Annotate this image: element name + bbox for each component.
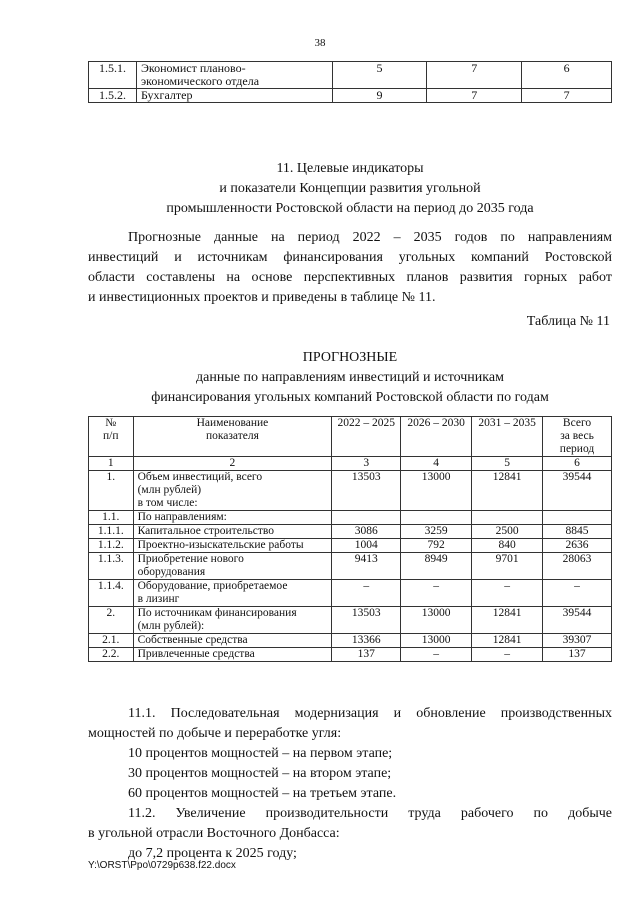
- row-name: Проектно-изыскательские работы: [133, 539, 332, 553]
- row-value: [543, 511, 612, 525]
- header-period: 2031 – 2035: [472, 417, 543, 457]
- row-value: 39544: [543, 607, 612, 634]
- row-value: –: [401, 648, 472, 662]
- table-row: [89, 511, 612, 525]
- row-name: Приобретение нового оборудования: [133, 553, 332, 580]
- row-value: –: [401, 580, 472, 607]
- row-num: 1.1.2.: [89, 539, 134, 553]
- index-cell: 6: [543, 457, 612, 471]
- index-cell: 3: [332, 457, 401, 471]
- row-value: 13000: [401, 471, 472, 511]
- row-value: 13000: [401, 634, 472, 648]
- file-path-footer: Y:\ORST\Ppo\0729p638.f22.docx: [88, 860, 236, 871]
- table-row: [89, 471, 612, 511]
- row-value: 9: [332, 89, 427, 103]
- row-name: По источникам финансирования (млн рублей):: [133, 607, 332, 634]
- header-num: № п/п: [89, 417, 134, 457]
- table-row: [89, 634, 612, 648]
- row-value: 8845: [543, 525, 612, 539]
- table-row: [89, 525, 612, 539]
- row-value: –: [332, 580, 401, 607]
- row-name: Привлеченные средства: [133, 648, 332, 662]
- row-value: 7: [427, 62, 522, 89]
- table-index-row: [89, 457, 612, 471]
- header-total: Всего за весь период: [543, 417, 612, 457]
- row-value: 13503: [332, 471, 401, 511]
- row-value: 840: [472, 539, 543, 553]
- indicator-paragraph: 11.2. Увеличение производительности труда рабочего по добыче: [128, 806, 612, 821]
- row-num: 2.1.: [89, 634, 134, 648]
- indicator-paragraph-cont: в угольной отрасли Восточного Донбасса:: [88, 826, 340, 841]
- row-value: 13366: [332, 634, 401, 648]
- row-value: –: [472, 580, 543, 607]
- indicator-paragraph: 11.1. Последовательная модернизация и обновление производственных: [128, 706, 612, 721]
- row-value: 9701: [472, 553, 543, 580]
- row-value: 28063: [543, 553, 612, 580]
- row-value: 9413: [332, 553, 401, 580]
- row-value: –: [543, 580, 612, 607]
- table-row: [89, 580, 612, 607]
- index-cell: 1: [89, 457, 134, 471]
- table-row: [89, 62, 612, 89]
- table-header-row: [89, 417, 612, 457]
- row-num: 2.: [89, 607, 134, 634]
- row-name: Собственные средства: [133, 634, 332, 648]
- row-num: 1.1.4.: [89, 580, 134, 607]
- row-value: –: [472, 648, 543, 662]
- header-period: 2026 – 2030: [401, 417, 472, 457]
- row-value: 2500: [472, 525, 543, 539]
- table-row: [89, 89, 612, 103]
- row-value: 7: [522, 89, 612, 103]
- indicator-item: 60 процентов мощностей – на третьем этапе.: [128, 786, 397, 801]
- table-title: ПРОГНОЗНЫЕ данные по направлениям инвестиций и источникам финансирования угольных компаний Ростовской области по годам: [151, 350, 549, 405]
- header-period: 2022 – 2025: [332, 417, 401, 457]
- row-num: 1.1.3.: [89, 553, 134, 580]
- section-paragraph: Прогнозные данные на период 2022 – 2035 годов по направлениям инвестиций и источникам финансирования угольных компаний Ростовской области составлены на основе перспективных планов развития горных работ и инвестиционных проектов и приведены в таблице № 11.: [88, 230, 612, 305]
- row-value: 12841: [472, 634, 543, 648]
- indicator-item: 10 процентов мощностей – на первом этапе;: [128, 746, 393, 761]
- row-value: 8949: [401, 553, 472, 580]
- row-name: Бухгалтер: [136, 89, 332, 103]
- table-row: [89, 539, 612, 553]
- header-name: Наименование показателя: [133, 417, 332, 457]
- index-cell: 5: [472, 457, 543, 471]
- row-name: Экономист планово- экономического отдела: [136, 62, 332, 89]
- indicator-paragraph-cont: мощностей по добыче и переработке угля:: [88, 726, 342, 741]
- row-value: 137: [543, 648, 612, 662]
- row-value: 3086: [332, 525, 401, 539]
- index-cell: 2: [133, 457, 332, 471]
- section-title: 11. Целевые индикаторы и показатели Концепции развития угольной промышленности Ростовской области на период до 2035 года: [166, 161, 534, 216]
- row-num: 1.: [89, 471, 134, 511]
- row-num: 1.1.1.: [89, 525, 134, 539]
- row-value: 1004: [332, 539, 401, 553]
- row-value: [332, 511, 401, 525]
- row-value: 12841: [472, 607, 543, 634]
- row-name: Объем инвестиций, всего (млн рублей) в том числе:: [133, 471, 332, 511]
- row-num: 1.1.: [89, 511, 134, 525]
- row-num: 2.2.: [89, 648, 134, 662]
- row-value: [472, 511, 543, 525]
- row-value: 2636: [543, 539, 612, 553]
- row-value: 39544: [543, 471, 612, 511]
- row-name: Оборудование, приобретаемое в лизинг: [133, 580, 332, 607]
- row-value: [401, 511, 472, 525]
- row-value: 5: [332, 62, 427, 89]
- row-value: 13503: [332, 607, 401, 634]
- row-name: Капитальное строительство: [133, 525, 332, 539]
- row-value: 13000: [401, 607, 472, 634]
- row-num: 1.5.1.: [89, 62, 137, 89]
- row-value: 7: [427, 89, 522, 103]
- top-table: [88, 61, 612, 103]
- row-name: По направлениям:: [133, 511, 332, 525]
- table-row: [89, 553, 612, 580]
- row-value: 3259: [401, 525, 472, 539]
- row-value: 6: [522, 62, 612, 89]
- page-number: 38: [314, 37, 326, 49]
- table-label: Таблица № 11: [526, 314, 610, 329]
- row-value: 12841: [472, 471, 543, 511]
- table-row: [89, 648, 612, 662]
- indicator-item: 30 процентов мощностей – на втором этапе;: [128, 766, 392, 781]
- forecast-table: [88, 416, 612, 662]
- row-num: 1.5.2.: [89, 89, 137, 103]
- index-cell: 4: [401, 457, 472, 471]
- row-value: 39307: [543, 634, 612, 648]
- row-value: 792: [401, 539, 472, 553]
- indicators-block: [88, 704, 612, 864]
- indicator-item: до 7,2 процента к 2025 году;: [128, 846, 297, 861]
- row-value: 137: [332, 648, 401, 662]
- table-row: [89, 607, 612, 634]
